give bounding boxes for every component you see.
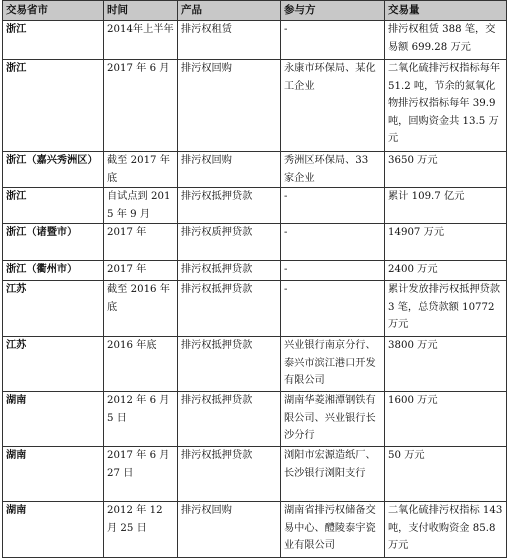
cell-province: 湖南 <box>3 447 104 502</box>
header-province: 交易省市 <box>3 1 104 21</box>
cell-time: 自试点到 2015 年 9 月 <box>104 188 178 224</box>
table-row <box>3 502 507 558</box>
cell-province: 湖南 <box>3 392 104 447</box>
cell-participants: - <box>281 21 385 60</box>
cell-product: 排污权回购 <box>178 502 281 558</box>
cell-time: 2016 年底 <box>104 337 178 392</box>
cell-province: 浙江 <box>3 188 104 224</box>
cell-product: 排污权质押贷款 <box>178 224 281 261</box>
table-row <box>3 337 507 392</box>
cell-time: 2012 年 6 月 5 日 <box>104 392 178 447</box>
table-row <box>3 60 507 152</box>
cell-product: 排污权抵押贷款 <box>178 337 281 392</box>
cell-product: 排污权抵押贷款 <box>178 261 281 281</box>
cell-volume: 累计 109.7 亿元 <box>385 188 507 224</box>
cell-participants: - <box>281 281 385 337</box>
cell-volume: 3650 万元 <box>385 152 507 188</box>
cell-time: 截至 2016 年底 <box>104 281 178 337</box>
cell-participants: - <box>281 261 385 281</box>
cell-time: 2017 年 <box>104 224 178 261</box>
cell-participants: 永康市环保局、某化工企业 <box>281 60 385 152</box>
cell-time: 2017 年 <box>104 261 178 281</box>
table-row <box>3 261 507 281</box>
cell-province: 湖南 <box>3 502 104 558</box>
cell-volume: 二氧化硫排污权指标 143 吨，支付收购资金 85.8 万元 <box>385 502 507 558</box>
cell-participants: - <box>281 224 385 261</box>
cell-product: 排污权抵押贷款 <box>178 281 281 337</box>
cell-time: 2014年上半年 <box>104 21 178 60</box>
cell-volume: 14907 万元 <box>385 224 507 261</box>
cell-volume: 1600 万元 <box>385 392 507 447</box>
header-row <box>3 1 507 21</box>
cell-product: 排污权回购 <box>178 60 281 152</box>
cell-participants: 兴业银行南京分行、泰兴市滨江港口开发有限公司 <box>281 337 385 392</box>
cell-time: 2017 年 6 月 27 日 <box>104 447 178 502</box>
cell-province: 浙江 <box>3 21 104 60</box>
emission-trading-table <box>2 0 507 558</box>
table-row <box>3 152 507 188</box>
cell-volume: 50 万元 <box>385 447 507 502</box>
cell-volume: 累计发放排污权抵押贷款 3 笔，总贷款额 10772 万元 <box>385 281 507 337</box>
header-product: 产品 <box>178 1 281 21</box>
cell-participants: 湖南省排污权储备交易中心、醴陵泰宇瓷业有限公司 <box>281 502 385 558</box>
cell-province: 浙江（嘉兴秀洲区） <box>3 152 104 188</box>
cell-product: 排污权租赁 <box>178 21 281 60</box>
cell-province: 浙江 <box>3 60 104 152</box>
cell-volume: 二氧化硫排污权指标每年 51.2 吨，节余的氮氧化物排污权指标每年 39.9 吨，回购资金共 13.5 万元 <box>385 60 507 152</box>
cell-province: 江苏 <box>3 281 104 337</box>
cell-volume: 3800 万元 <box>385 337 507 392</box>
cell-participants: 湖南华菱湘潭钢铁有限公司、兴业银行长沙分行 <box>281 392 385 447</box>
cell-province: 浙江（衢州市） <box>3 261 104 281</box>
table-row <box>3 447 507 502</box>
table-row <box>3 224 507 261</box>
table-row <box>3 392 507 447</box>
table-row <box>3 21 507 60</box>
table-row <box>3 281 507 337</box>
cell-participants: 秀洲区环保局、33 家企业 <box>281 152 385 188</box>
cell-province: 江苏 <box>3 337 104 392</box>
table-row <box>3 188 507 224</box>
cell-product: 排污权抵押贷款 <box>178 188 281 224</box>
cell-product: 排污权抵押贷款 <box>178 447 281 502</box>
cell-time: 2017 年 6 月 <box>104 60 178 152</box>
cell-time: 截至 2017 年底 <box>104 152 178 188</box>
cell-participants: 浏阳市宏源造纸厂、长沙银行浏阳支行 <box>281 447 385 502</box>
cell-product: 排污权回购 <box>178 152 281 188</box>
cell-province: 浙江（诸暨市） <box>3 224 104 261</box>
cell-product: 排污权抵押贷款 <box>178 392 281 447</box>
cell-volume: 2400 万元 <box>385 261 507 281</box>
cell-time: 2012 年 12 月 25 日 <box>104 502 178 558</box>
header-volume: 交易量 <box>385 1 507 21</box>
header-time: 时间 <box>104 1 178 21</box>
header-participants: 参与方 <box>281 1 385 21</box>
cell-participants: - <box>281 188 385 224</box>
cell-volume: 排污权租赁 388 笔，交易额 699.28 万元 <box>385 21 507 60</box>
